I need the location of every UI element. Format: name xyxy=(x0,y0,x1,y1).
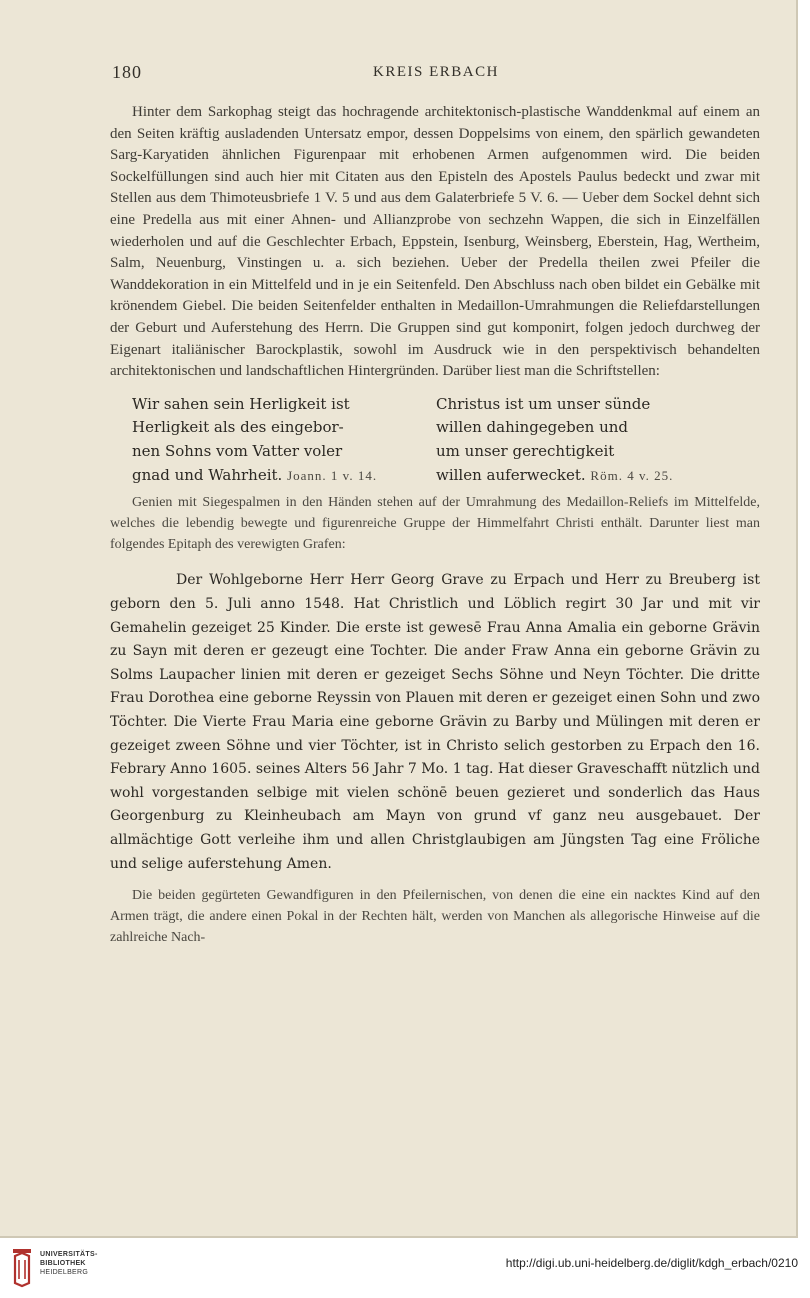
verse-right xyxy=(436,393,736,487)
verse-line: Herligkeit als des eingebor- xyxy=(132,418,344,437)
verse-line: Christus ist um unser sünde xyxy=(436,394,651,413)
scripture-verses xyxy=(132,393,736,487)
verse-left xyxy=(132,393,432,487)
paragraph-genien: Genien mit Siegespalmen in den Händen stehen auf der Umrahmung des Medaillon-Reliefs im Mittelfelde, welches die lebendig bewegte und figurenreiche Gruppe der Himmelfahrt Christi enthält. Darunter liest man folgendes Epitaph des verewigten Grafen: xyxy=(110,495,760,552)
page-body xyxy=(110,102,760,949)
verse-reference: Joann. 1 v. 14. xyxy=(287,467,378,483)
paragraph-sarkophag: Hinter dem Sarkophag steigt das hochragende architektonisch-plastische Wanddenkmal auf einem an den Seiten kräftig ausladenden Untersatz empor, dessen Doppelsims von einem, den spärlich gewandeten Sarg-Karyatiden ähnlichen Figurenpaar mit erhobenen Armen aufgenommen wird. Die beiden Sockelfüllungen sind auch hier mit Citaten aus den Episteln des Apostels Paulus bedeckt und zwar mit Stellen aus dem Thimoteusbriefe 1 V. 5 und aus dem Galaterbriefe 5 V. 6. — Ueber dem Sockel dehnt sich eine Predella aus mit einer Ahnen- und Allianzprobe von sechzehn Wappen, die sich in Einzelfällen wiederholen und auf die Geschlechter Erbach, Eppstein, Isenburg, Weinsberg, Eberstein, Hag, Wertheim, Salm, Neuenburg, Vinstingen u. a. sich beziehen. Ueber der Predella theilen zwei Pfeiler die Wanddekoration in ein Mittelfeld und in je ein Seitenfeld. Den Abschluss nach oben bildet ein Gebälke mit krönendem Giebel. Die beiden Seitenfelder enthalten in Medaillon-Umrahmungen die Reliefdarstellungen der Geburt und Auferstehung des Herrn. Die Gruppen sind gut komponirt, folgen jedoch durchweg der Eigenart italiänischer Barockplastik, sowohl im Ausdruck wie in den perspektivisch behandelten architektonischen und landschaftlichen Hintergründen. Darüber liest man die Schriftstellen: xyxy=(110,104,760,380)
verse-line: Wir sahen sein Herligkeit ist xyxy=(132,394,350,413)
library-name: UNIVERSITÄTS- BIBLIOTHEK HEIDELBERG xyxy=(40,1251,98,1276)
digitization-footer xyxy=(0,1238,810,1298)
verse-line: gnad und Wahrheit. xyxy=(132,465,283,484)
verse-reference: Röm. 4 v. 25. xyxy=(590,467,674,483)
paragraph-gewandfiguren: Die beiden gegürteten Gewandfiguren in den Pfeilernischen, von denen die eine ein nacktes Kind auf den Armen trägt, die andere einen Pokal in der Rechten hält, werden von Manchen als allegorische Hinweise auf die zahlreiche Nach- xyxy=(110,888,760,945)
verse-line: um unser gerechtigkeit xyxy=(436,441,615,460)
running-title: KREIS ERBACH xyxy=(373,64,499,80)
page-number: 180 xyxy=(112,62,142,82)
page-header xyxy=(112,62,760,86)
source-url-link[interactable]: http://digi.ub.uni-heidelberg.de/diglit/kdgh_erbach/0210 xyxy=(505,1256,798,1270)
verse-line: nen Sohns vom Vatter voler xyxy=(132,441,343,460)
library-logo-icon xyxy=(10,1246,34,1288)
epitaph-text: Der Wohlgeborne Herr Herr Georg Grave zu Erpach und Herr zu Breuberg ist geborn den 5. Juli anno 1548. Hat Christlich und Löblich regirt 30 Jar und mit vir Gemahelin gezeiget 25 Kinder. Die erste ist gewesē Frau Anna Amalia ein geborne Grävin zu Sayn mit deren er gezeugt eine Tochter. Die ander Fraw Anna ein geborne Grävin zu Solms Laupacher linien mit deren er gezeiget Sechs Söhne und Neyn Töchter. Die dritte Frau Dorothea eine geborne Reyssin von Plauen mit deren er gezeiget einen Sohn und zwo Töchter. Die Vierte Frau Maria eine geborne Grävin zu Barby und Mülingen mit deren er gezeiget zween Söhne und vier Töchter, ist in Christo selich gestorben zu Erpach den 16. Febrary Anno 1605. seines Alters 56 Jahr 7 Mo. 1 tag. Hat dieser Graveschafft nützlich und wohl vorgestanden selbige mit vielen schönē beuen gezieret und sonderlich das Haus Georgenburg zu Kleinheubach am Mayn von grund vf ganz neu ausgebauet. Der allmächtige Gott verleihe ihm und allen Christglaubigen am Jüngsten Tag eine Fröliche und selige auferstehung Amen. xyxy=(110,572,760,872)
verse-line: willen dahingegeben und xyxy=(436,418,628,437)
verse-line: willen auferwecket. xyxy=(436,465,586,484)
